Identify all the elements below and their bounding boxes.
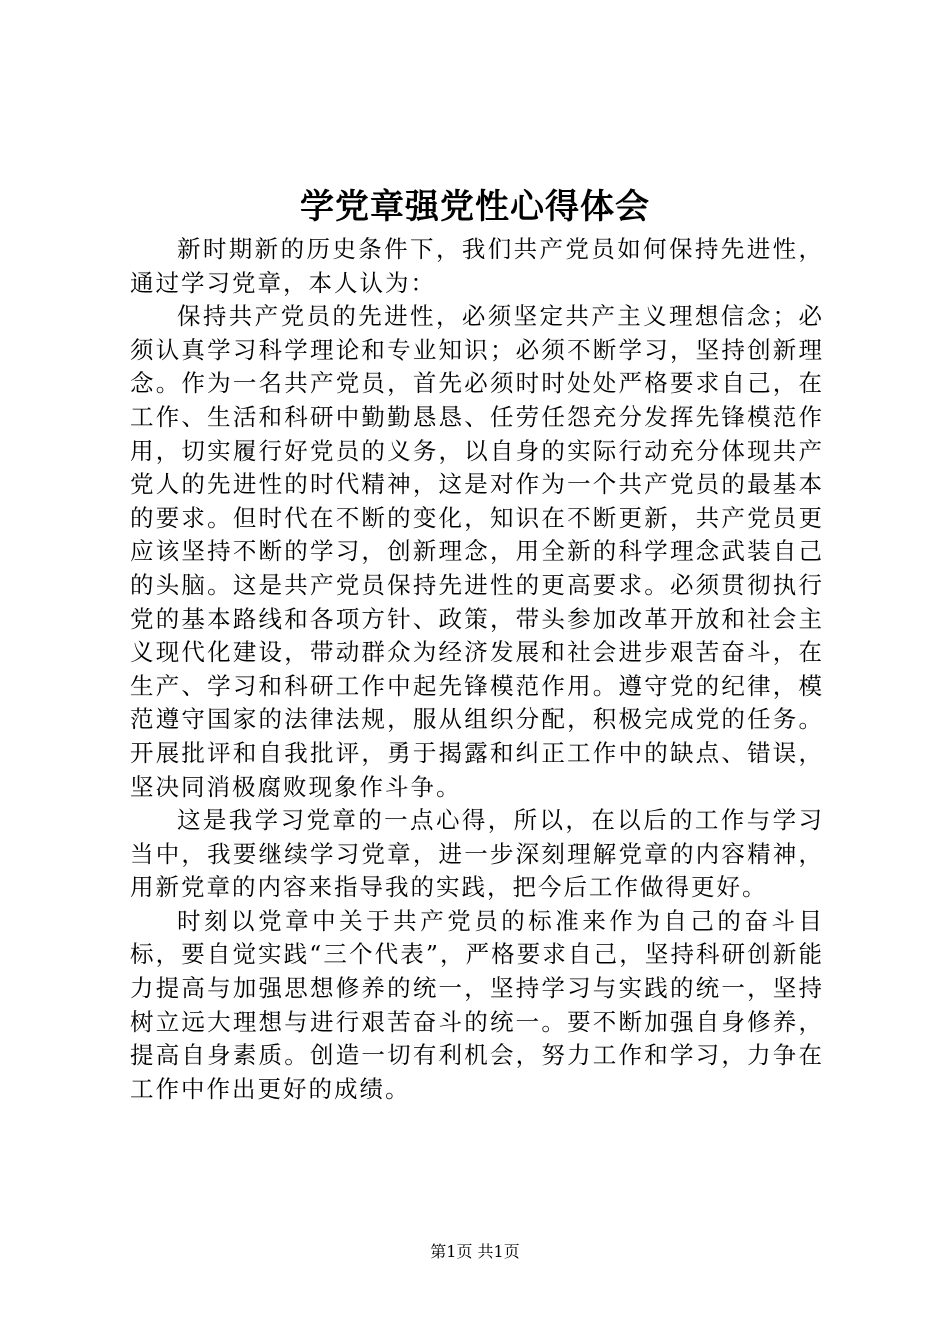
paragraph-main: 保持共产党员的先进性，必须坚定共产主义理想信念；必须认真学习科学理论和专业知识；必须不断学习，坚持创新理念。作为一名共产党员，首先必须时时处处严格要求自己，在工作、生活和科研中勤勤恳恳、任劳任怨充分发挥先锋模范作用，切实履行好党员的义务，以自身的实际行动充分体现共产党人的先进性的时代精神，这是对作为一个共产党员的最基本的要求。但时代在不断的变化，知识在不断更新，共产党员更应该坚持不断的学习，创新理念，用全新的科学理念武装自己的头脑。这是共产党员保持先进性的更高要求。必须贯彻执行党的基本路线和各项方针、政策，带头参加改革开放和社会主义现代化建设，带动群众为经济发展和社会进步艰苦奋斗，在生产、学习和科研工作中起先锋模范作用。遵守党的纪律，模范遵守国家的法律法规，服从组织分配，积极完成党的任务。开展批评和自我批评，勇于揭露和纠正工作中的缺点、错误，坚决同消极腐败现象作斗争。 bbox=[130, 302, 824, 801]
document-body bbox=[130, 233, 824, 1106]
page-number-footer: 第1页 共1页 bbox=[430, 1242, 520, 1261]
document-title: 学党章强党性心得体会 bbox=[300, 187, 650, 227]
paragraph-goal: 时刻以党章中关于共产党员的标准来作为自己的奋斗目标，要自觉实践“三个代表”，严格要求自己，坚持科研创新能力提高与加强思想修养的统一，坚持学习与实践的统一，坚持树立远大理想与进行艰苦奋斗的统一。要不断加强自身修养，提高自身素质。创造一切有利机会，努力工作和学习，力争在工作中作出更好的成绩。 bbox=[130, 906, 824, 1103]
paragraph-intro: 新时期新的历史条件下，我们共产党员如何保持先进性，通过学习党章，本人认为： bbox=[130, 235, 824, 297]
paragraph-reflection: 这是我学习党章的一点心得，所以，在以后的工作与学习当中，我要继续学习党章，进一步深刻理解党章的内容精神，用新党章的内容来指导我的实践，把今后工作做得更好。 bbox=[130, 806, 824, 902]
